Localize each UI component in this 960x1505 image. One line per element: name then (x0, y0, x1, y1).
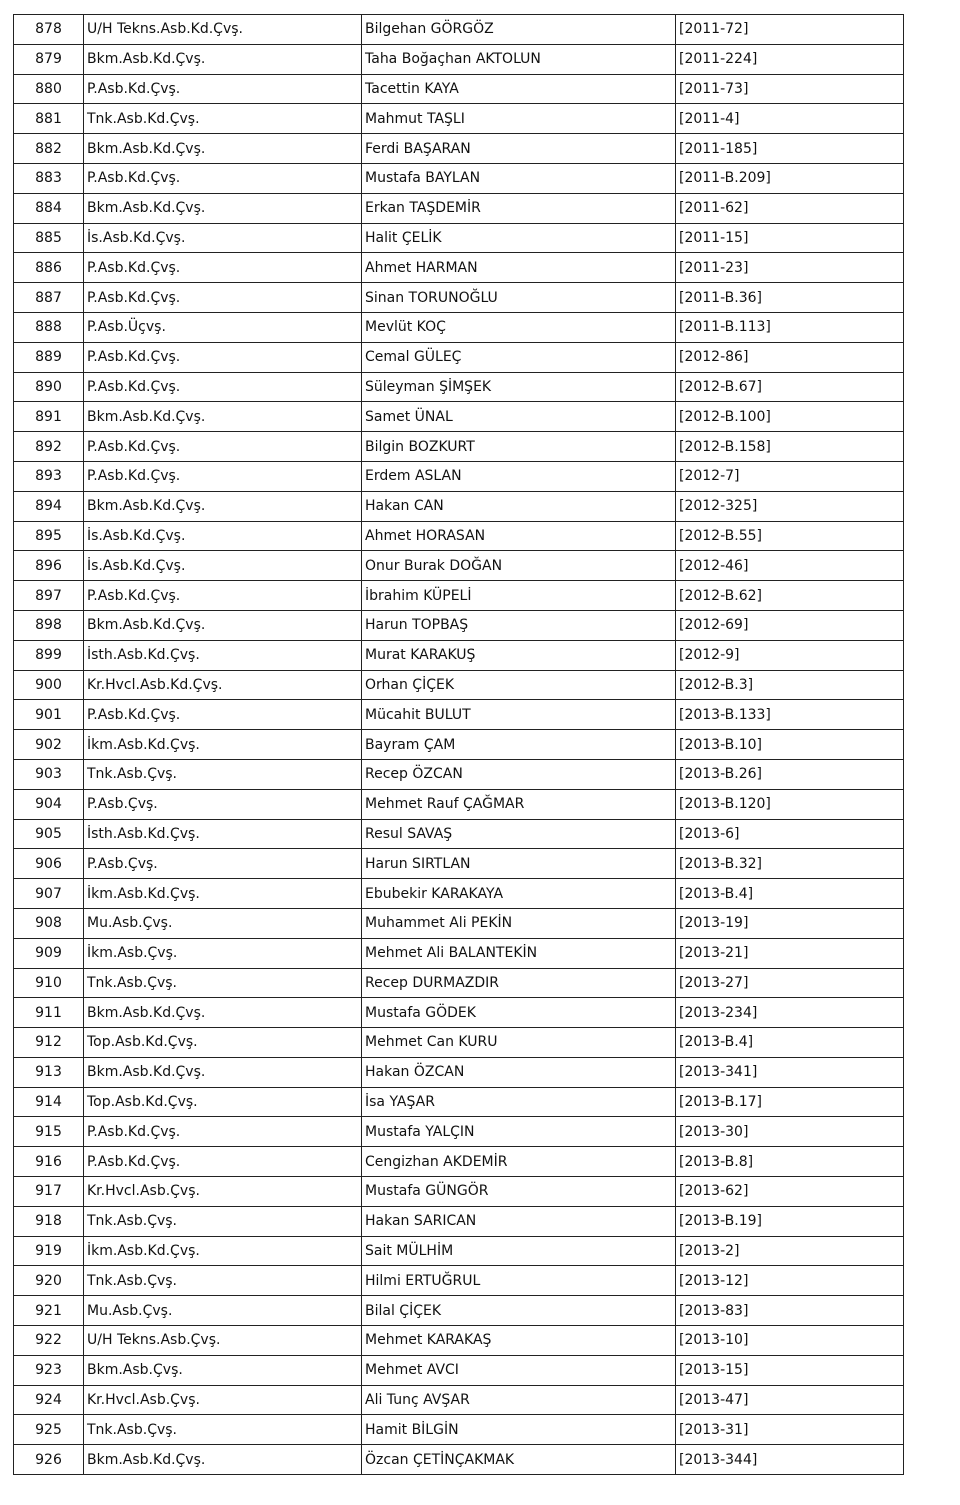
table-row (14, 908, 904, 938)
row-number: 907 (14, 879, 84, 909)
code-cell: [2012-B.3] (676, 670, 904, 700)
code-cell: [2013-B.10] (676, 730, 904, 760)
row-number: 892 (14, 432, 84, 462)
table-row (14, 491, 904, 521)
row-number: 908 (14, 908, 84, 938)
rank-cell: Kr.Hvcl.Asb.Çvş. (84, 1177, 362, 1207)
code-cell: [2013-B.32] (676, 849, 904, 879)
rank-cell: İkm.Asb.Çvş. (84, 938, 362, 968)
rank-cell: Tnk.Asb.Çvş. (84, 1415, 362, 1445)
rank-cell: Tnk.Asb.Çvş. (84, 968, 362, 998)
row-number: 897 (14, 581, 84, 611)
name-cell: Ahmet HORASAN (362, 521, 676, 551)
rank-cell: U/H Tekns.Asb.Çvş. (84, 1326, 362, 1356)
table-row (14, 1355, 904, 1385)
row-number: 893 (14, 461, 84, 491)
rank-cell: P.Asb.Kd.Çvş. (84, 581, 362, 611)
rank-cell: P.Asb.Çvş. (84, 789, 362, 819)
row-number: 914 (14, 1087, 84, 1117)
code-cell: [2013-B.4] (676, 879, 904, 909)
name-cell: Muhammet Ali PEKİN (362, 908, 676, 938)
name-cell: Mehmet Rauf ÇAĞMAR (362, 789, 676, 819)
row-number: 916 (14, 1147, 84, 1177)
name-cell: İsa YAŞAR (362, 1087, 676, 1117)
code-cell: [2011-4] (676, 104, 904, 134)
rank-cell: P.Asb.Kd.Çvş. (84, 1117, 362, 1147)
rank-cell: İkm.Asb.Kd.Çvş. (84, 730, 362, 760)
row-number: 879 (14, 44, 84, 74)
table-row (14, 74, 904, 104)
row-number: 902 (14, 730, 84, 760)
table-row (14, 700, 904, 730)
code-cell: [2011-224] (676, 44, 904, 74)
rank-cell: P.Asb.Kd.Çvş. (84, 163, 362, 193)
code-cell: [2013-47] (676, 1385, 904, 1415)
code-cell: [2013-B.26] (676, 759, 904, 789)
table-row (14, 730, 904, 760)
code-cell: [2013-12] (676, 1266, 904, 1296)
code-cell: [2013-2] (676, 1236, 904, 1266)
code-cell: [2012-B.55] (676, 521, 904, 551)
row-number: 918 (14, 1206, 84, 1236)
table-body (14, 15, 904, 1475)
table-row (14, 15, 904, 45)
code-cell: [2013-344] (676, 1445, 904, 1475)
name-cell: Harun TOPBAŞ (362, 610, 676, 640)
row-number: 926 (14, 1445, 84, 1475)
code-cell: [2011-15] (676, 223, 904, 253)
row-number: 880 (14, 74, 84, 104)
code-cell: [2013-B.4] (676, 1028, 904, 1058)
row-number: 904 (14, 789, 84, 819)
row-number: 906 (14, 849, 84, 879)
row-number: 912 (14, 1028, 84, 1058)
table-row (14, 610, 904, 640)
table-row (14, 1296, 904, 1326)
row-number: 925 (14, 1415, 84, 1445)
code-cell: [2013-10] (676, 1326, 904, 1356)
rank-cell: İsth.Asb.Kd.Çvş. (84, 819, 362, 849)
rank-cell: Mu.Asb.Çvş. (84, 908, 362, 938)
row-number: 883 (14, 163, 84, 193)
table-row (14, 938, 904, 968)
table-row (14, 1445, 904, 1475)
table-row (14, 372, 904, 402)
row-number: 899 (14, 640, 84, 670)
row-number: 895 (14, 521, 84, 551)
rank-cell: İsth.Asb.Kd.Çvş. (84, 640, 362, 670)
row-number: 915 (14, 1117, 84, 1147)
table-row (14, 1326, 904, 1356)
name-cell: Hakan SARICAN (362, 1206, 676, 1236)
table-row (14, 1117, 904, 1147)
row-number: 919 (14, 1236, 84, 1266)
rank-cell: Bkm.Asb.Kd.Çvş. (84, 610, 362, 640)
rank-cell: P.Asb.Kd.Çvş. (84, 74, 362, 104)
row-number: 900 (14, 670, 84, 700)
table-row (14, 551, 904, 581)
rank-cell: Tnk.Asb.Çvş. (84, 1206, 362, 1236)
name-cell: Ahmet HARMAN (362, 253, 676, 283)
name-cell: Samet ÜNAL (362, 402, 676, 432)
name-cell: Mahmut TAŞLI (362, 104, 676, 134)
name-cell: Hamit BİLGİN (362, 1415, 676, 1445)
table-row (14, 849, 904, 879)
code-cell: [2013-27] (676, 968, 904, 998)
rank-cell: P.Asb.Kd.Çvş. (84, 1147, 362, 1177)
code-cell: [2013-234] (676, 998, 904, 1028)
rank-cell: P.Asb.Kd.Çvş. (84, 253, 362, 283)
name-cell: Cengizhan AKDEMİR (362, 1147, 676, 1177)
name-cell: Recep ÖZCAN (362, 759, 676, 789)
table-row (14, 581, 904, 611)
name-cell: Bayram ÇAM (362, 730, 676, 760)
rank-cell: Bkm.Asb.Kd.Çvş. (84, 402, 362, 432)
table-row (14, 1028, 904, 1058)
code-cell: [2011-23] (676, 253, 904, 283)
code-cell: [2011-185] (676, 134, 904, 164)
code-cell: [2012-B.67] (676, 372, 904, 402)
name-cell: Murat KARAKUŞ (362, 640, 676, 670)
rank-cell: Mu.Asb.Çvş. (84, 1296, 362, 1326)
table-row (14, 968, 904, 998)
name-cell: Orhan ÇİÇEK (362, 670, 676, 700)
row-number: 905 (14, 819, 84, 849)
rank-cell: P.Asb.Kd.Çvş. (84, 372, 362, 402)
row-number: 889 (14, 342, 84, 372)
table-row (14, 879, 904, 909)
code-cell: [2011-B.36] (676, 283, 904, 313)
row-number: 885 (14, 223, 84, 253)
name-cell: Resul SAVAŞ (362, 819, 676, 849)
code-cell: [2011-72] (676, 15, 904, 45)
table-row (14, 134, 904, 164)
table-row (14, 402, 904, 432)
name-cell: Hilmi ERTUĞRUL (362, 1266, 676, 1296)
rank-cell: İkm.Asb.Kd.Çvş. (84, 879, 362, 909)
code-cell: [2011-62] (676, 193, 904, 223)
table-row (14, 759, 904, 789)
row-number: 896 (14, 551, 84, 581)
row-number: 917 (14, 1177, 84, 1207)
row-number: 911 (14, 998, 84, 1028)
rank-cell: P.Asb.Çvş. (84, 849, 362, 879)
code-cell: [2013-62] (676, 1177, 904, 1207)
name-cell: Mehmet Ali BALANTEKİN (362, 938, 676, 968)
name-cell: Ali Tunç AVŞAR (362, 1385, 676, 1415)
code-cell: [2011-B.209] (676, 163, 904, 193)
table-row (14, 998, 904, 1028)
table-row (14, 163, 904, 193)
name-cell: Mevlüt KOÇ (362, 312, 676, 342)
rank-cell: P.Asb.Kd.Çvş. (84, 432, 362, 462)
row-number: 884 (14, 193, 84, 223)
table-row (14, 670, 904, 700)
table-row (14, 342, 904, 372)
code-cell: [2011-B.113] (676, 312, 904, 342)
row-number: 898 (14, 610, 84, 640)
rank-cell: İkm.Asb.Kd.Çvş. (84, 1236, 362, 1266)
rank-cell: İs.Asb.Kd.Çvş. (84, 223, 362, 253)
row-number: 921 (14, 1296, 84, 1326)
row-number: 890 (14, 372, 84, 402)
table-row (14, 1087, 904, 1117)
rank-cell: İs.Asb.Kd.Çvş. (84, 521, 362, 551)
table-row (14, 1177, 904, 1207)
table-row (14, 253, 904, 283)
row-number: 922 (14, 1326, 84, 1356)
rank-cell: U/H Tekns.Asb.Kd.Çvş. (84, 15, 362, 45)
name-cell: Bilgehan GÖRGÖZ (362, 15, 676, 45)
name-cell: Ferdi BAŞARAN (362, 134, 676, 164)
name-cell: Recep DURMAZDIR (362, 968, 676, 998)
table-row (14, 223, 904, 253)
table-row (14, 789, 904, 819)
code-cell: [2013-341] (676, 1057, 904, 1087)
code-cell: [2013-31] (676, 1415, 904, 1445)
rank-cell: Top.Asb.Kd.Çvş. (84, 1028, 362, 1058)
code-cell: [2013-30] (676, 1117, 904, 1147)
code-cell: [2012-B.100] (676, 402, 904, 432)
name-cell: Harun SIRTLAN (362, 849, 676, 879)
code-cell: [2012-69] (676, 610, 904, 640)
name-cell: Sinan TORUNOĞLU (362, 283, 676, 313)
row-number: 924 (14, 1385, 84, 1415)
rank-cell: Bkm.Asb.Kd.Çvş. (84, 193, 362, 223)
name-cell: Mustafa YALÇIN (362, 1117, 676, 1147)
row-number: 878 (14, 15, 84, 45)
code-cell: [2013-15] (676, 1355, 904, 1385)
rank-cell: Bkm.Asb.Çvş. (84, 1355, 362, 1385)
rank-cell: Tnk.Asb.Çvş. (84, 759, 362, 789)
name-cell: Onur Burak DOĞAN (362, 551, 676, 581)
name-cell: Mustafa GÖDEK (362, 998, 676, 1028)
name-cell: Hakan CAN (362, 491, 676, 521)
table-row (14, 1206, 904, 1236)
name-cell: Halit ÇELİK (362, 223, 676, 253)
name-cell: Cemal GÜLEÇ (362, 342, 676, 372)
rank-cell: P.Asb.Üçvş. (84, 312, 362, 342)
row-number: 923 (14, 1355, 84, 1385)
rank-cell: Kr.Hvcl.Asb.Kd.Çvş. (84, 670, 362, 700)
code-cell: [2013-83] (676, 1296, 904, 1326)
name-cell: Bilgin BOZKURT (362, 432, 676, 462)
name-cell: Mehmet Can KURU (362, 1028, 676, 1058)
row-number: 909 (14, 938, 84, 968)
name-cell: Mehmet AVCI (362, 1355, 676, 1385)
code-cell: [2013-B.133] (676, 700, 904, 730)
code-cell: [2012-B.158] (676, 432, 904, 462)
rank-cell: Bkm.Asb.Kd.Çvş. (84, 998, 362, 1028)
rank-cell: Bkm.Asb.Kd.Çvş. (84, 44, 362, 74)
code-cell: [2013-21] (676, 938, 904, 968)
table-row (14, 640, 904, 670)
name-cell: Hakan ÖZCAN (362, 1057, 676, 1087)
table-row (14, 1057, 904, 1087)
table-row (14, 432, 904, 462)
code-cell: [2012-46] (676, 551, 904, 581)
code-cell: [2011-73] (676, 74, 904, 104)
name-cell: Taha Boğaçhan AKTOLUN (362, 44, 676, 74)
code-cell: [2012-B.62] (676, 581, 904, 611)
rank-cell: P.Asb.Kd.Çvş. (84, 700, 362, 730)
rank-cell: Tnk.Asb.Çvş. (84, 1266, 362, 1296)
table-row (14, 1266, 904, 1296)
name-cell: İbrahim KÜPELİ (362, 581, 676, 611)
table-row (14, 521, 904, 551)
row-number: 894 (14, 491, 84, 521)
name-cell: Tacettin KAYA (362, 74, 676, 104)
name-cell: Ebubekir KARAKAYA (362, 879, 676, 909)
code-cell: [2013-19] (676, 908, 904, 938)
name-cell: Mustafa BAYLAN (362, 163, 676, 193)
name-cell: Mehmet KARAKAŞ (362, 1326, 676, 1356)
rank-cell: Top.Asb.Kd.Çvş. (84, 1087, 362, 1117)
name-cell: Bilal ÇİÇEK (362, 1296, 676, 1326)
code-cell: [2013-B.8] (676, 1147, 904, 1177)
table-row (14, 819, 904, 849)
code-cell: [2013-B.19] (676, 1206, 904, 1236)
table-row (14, 44, 904, 74)
code-cell: [2013-B.17] (676, 1087, 904, 1117)
rank-cell: Kr.Hvcl.Asb.Çvş. (84, 1385, 362, 1415)
code-cell: [2012-325] (676, 491, 904, 521)
table-row (14, 1236, 904, 1266)
name-cell: Mücahit BULUT (362, 700, 676, 730)
rank-cell: İs.Asb.Kd.Çvş. (84, 551, 362, 581)
name-cell: Sait MÜLHİM (362, 1236, 676, 1266)
rank-cell: Bkm.Asb.Kd.Çvş. (84, 1057, 362, 1087)
table-row (14, 283, 904, 313)
document-page (13, 14, 903, 1475)
row-number: 881 (14, 104, 84, 134)
code-cell: [2013-B.120] (676, 789, 904, 819)
table-row (14, 104, 904, 134)
table-row (14, 1415, 904, 1445)
row-number: 903 (14, 759, 84, 789)
personnel-table (13, 14, 904, 1475)
rank-cell: Bkm.Asb.Kd.Çvş. (84, 491, 362, 521)
row-number: 910 (14, 968, 84, 998)
code-cell: [2012-9] (676, 640, 904, 670)
table-row (14, 312, 904, 342)
row-number: 886 (14, 253, 84, 283)
table-row (14, 193, 904, 223)
rank-cell: Tnk.Asb.Kd.Çvş. (84, 104, 362, 134)
code-cell: [2012-7] (676, 461, 904, 491)
rank-cell: P.Asb.Kd.Çvş. (84, 342, 362, 372)
table-row (14, 1147, 904, 1177)
name-cell: Süleyman ŞİMŞEK (362, 372, 676, 402)
rank-cell: P.Asb.Kd.Çvş. (84, 461, 362, 491)
table-row (14, 1385, 904, 1415)
code-cell: [2013-6] (676, 819, 904, 849)
name-cell: Erdem ASLAN (362, 461, 676, 491)
row-number: 888 (14, 312, 84, 342)
row-number: 901 (14, 700, 84, 730)
code-cell: [2012-86] (676, 342, 904, 372)
name-cell: Özcan ÇETİNÇAKMAK (362, 1445, 676, 1475)
row-number: 920 (14, 1266, 84, 1296)
name-cell: Mustafa GÜNGÖR (362, 1177, 676, 1207)
row-number: 882 (14, 134, 84, 164)
table-row (14, 461, 904, 491)
row-number: 913 (14, 1057, 84, 1087)
rank-cell: P.Asb.Kd.Çvş. (84, 283, 362, 313)
row-number: 891 (14, 402, 84, 432)
name-cell: Erkan TAŞDEMİR (362, 193, 676, 223)
rank-cell: Bkm.Asb.Kd.Çvş. (84, 1445, 362, 1475)
row-number: 887 (14, 283, 84, 313)
rank-cell: Bkm.Asb.Kd.Çvş. (84, 134, 362, 164)
